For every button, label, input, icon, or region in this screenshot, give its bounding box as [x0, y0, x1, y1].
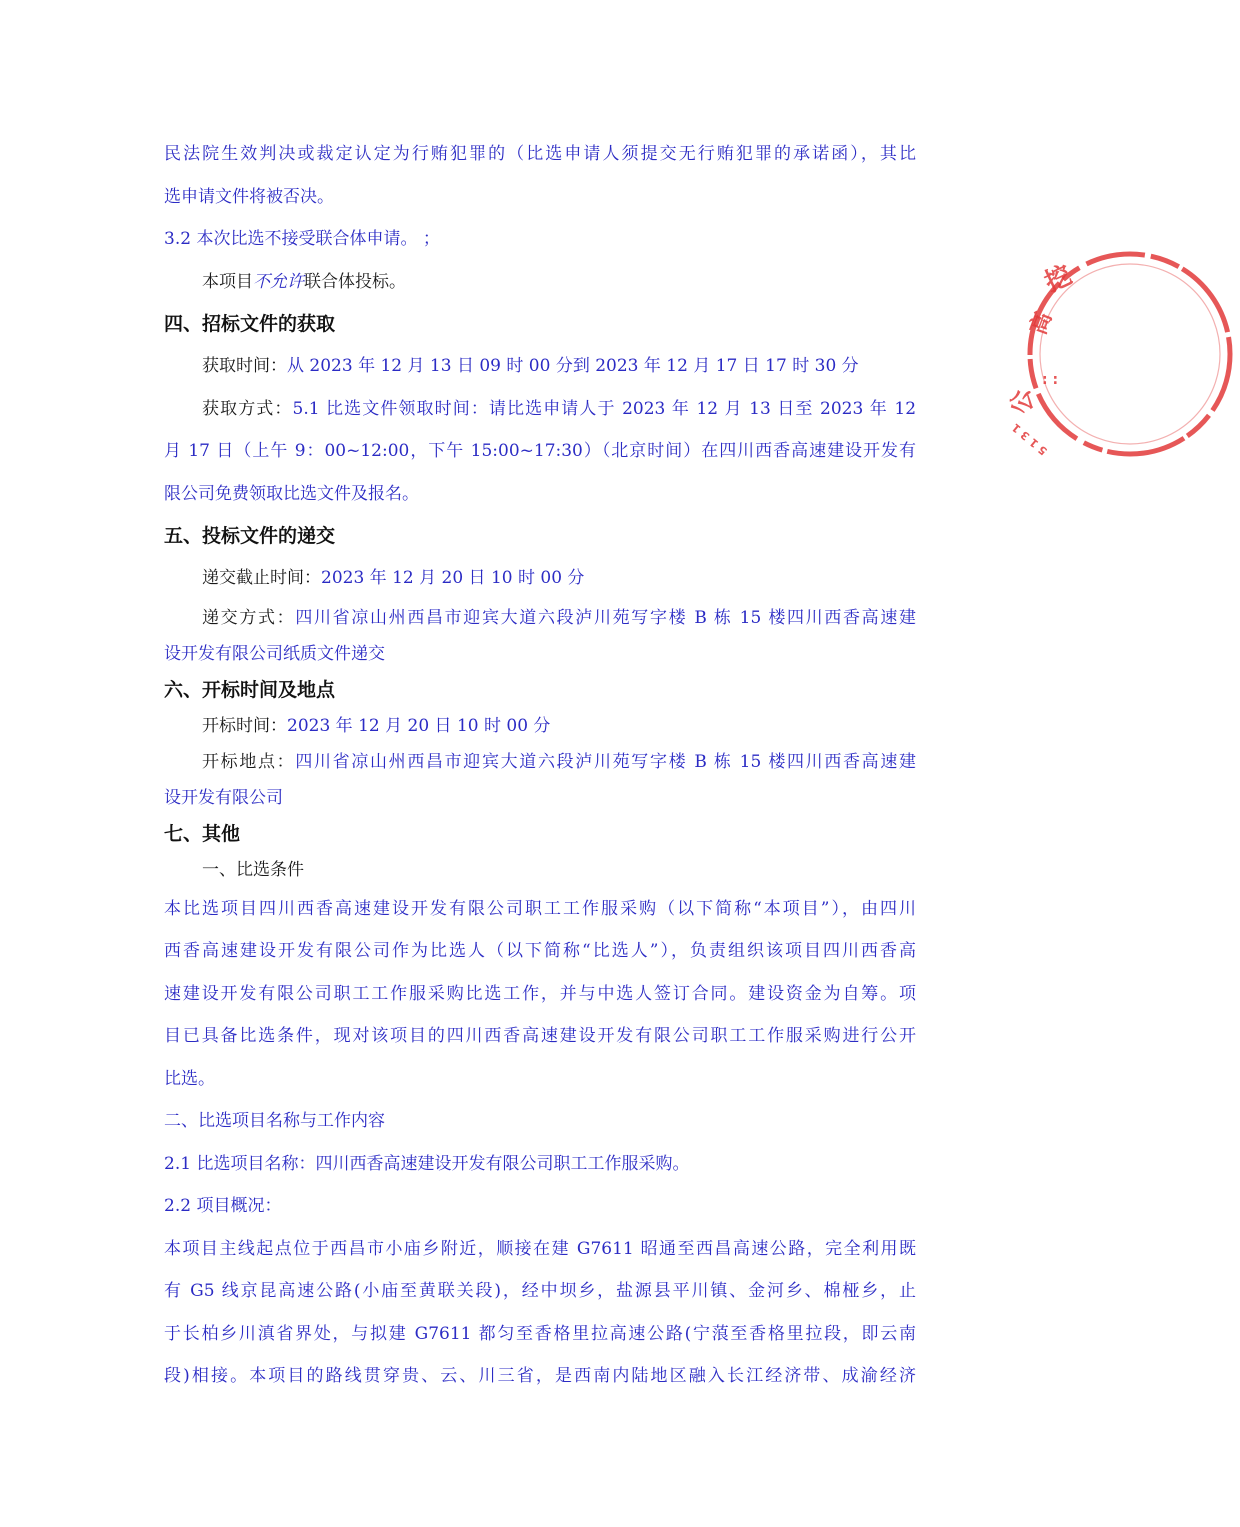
text-line: 比选。 [164, 1068, 215, 1089]
text-run: 获取方式： [202, 398, 293, 419]
text-run: 开标地点： [202, 751, 296, 772]
text-line [164, 744, 916, 780]
text-line: 设开发有限公司 [164, 787, 283, 808]
text-line: 2.1 比选项目名称：四川西香高速建设开发有限公司职工工作服采购。 [164, 1153, 690, 1174]
section-heading: 四、招标文件的获取 [164, 313, 336, 335]
text-line: 有 G5 线京昆高速公路(小庙至黄联关段)，经中坝乡，盐源县平川镇、金河乡、棉桠乡，止 [164, 1281, 916, 1301]
svg-text:高: 高 [1026, 308, 1058, 339]
text-line: 本项目主线起点位于西昌市小庙乡附近，顺接在建 G7611 昭通至西昌高速公路，完全利用既 [164, 1238, 916, 1259]
text-run: 四川省凉山州西昌市迎宾大道六段泸川苑写字楼 B 栋 15 楼四川西香高速建 [295, 751, 916, 772]
section-heading: 七、其他 [164, 822, 241, 845]
text-line: 二、比选项目名称与工作内容 [164, 1111, 385, 1131]
section-heading: 六、开标时间及地点 [164, 678, 336, 701]
section-heading: 五、投标文件的递交 [164, 525, 336, 547]
text-line [164, 261, 916, 304]
text-run: 获取时间： [202, 356, 287, 376]
svg-text:挖: 挖 [1040, 260, 1077, 299]
seal-stamp-icon [1006, 244, 1240, 466]
text-line: 设开发有限公司纸质文件递交 [164, 643, 385, 664]
text-line: 民法院生效判决或裁定认定为行贿犯罪的（比选申请人须提交无行贿犯罪的承诺函），其比 [164, 144, 916, 164]
text-run: 开标时间： [202, 715, 287, 736]
svg-text:5 1 3 1: 5 1 3 1 [1009, 420, 1050, 458]
text-line: 3.2 本次比选不接受联合体申请。 ； [164, 229, 440, 249]
text-run: 递交截止时间： [202, 568, 321, 588]
document-body [164, 133, 916, 1398]
text-line: 西香高速建设开发有限公司作为比选人（以下简称“比选人”），负责组织该项目四川西香高 [164, 941, 916, 961]
company-seal [1006, 244, 1140, 466]
text-line: 本比选项目四川西香高速建设开发有限公司职工工作服采购（以下简称“本项目”），由四川 [164, 898, 916, 919]
text-line: 段)相接。本项目的路线贯穿贵、云、川三省，是西南内陆地区融入长江经济带、成渝经济 [164, 1366, 916, 1386]
text-line: 2.2 项目概况： [164, 1196, 282, 1216]
svg-text:公: 公 [1006, 387, 1038, 416]
text-run: 2023 年 12 月 20 日 10 时 00 分 [321, 568, 585, 588]
text-run: 5.1 比选文件领取时间：请比选申请人于 2023 年 12 月 13 日至 2023 年 12 [292, 398, 917, 419]
text-line: 一、比选条件 [202, 859, 304, 880]
text-run: 四川省凉山州西昌市迎宾大道六段泸川苑写字楼 B 栋 15 楼四川西香高速建 [295, 607, 916, 628]
text-line: 选申请文件将被否决。 [164, 186, 334, 207]
text-line [164, 600, 916, 636]
text-run: 从 2023 年 12 月 13 日 09 时 00 分到 2023 年 12 月 17 日 17 时 30 分 [287, 356, 859, 376]
text-run: 本项目 [202, 271, 253, 292]
text-line [164, 345, 916, 388]
text-line: 限公司免费领取比选文件及报名。 [164, 483, 419, 504]
svg-text:: :: : : [1042, 372, 1059, 388]
text-line: 目已具备比选条件，现对该项目的四川西香高速建设开发有限公司职工工作服采购进行公开 [164, 1026, 916, 1046]
text-run: 递交方式： [202, 607, 296, 628]
text-line: 月 17 日（上午 9：00~12:00，下午 15:00~17:30）（北京时间）在四川西香高速建设开发有 [164, 441, 916, 461]
text-line [164, 557, 916, 600]
text-run: 不允许 [253, 271, 304, 292]
text-run: 2023 年 12 月 20 日 10 时 00 分 [287, 715, 551, 736]
text-line: 速建设开发有限公司职工工作服采购比选工作，并与中选人签订合同。建设资金为自筹。项 [164, 983, 916, 1004]
text-line [164, 708, 916, 744]
text-line: 于长柏乡川滇省界处，与拟建 G7611 都匀至香格里拉高速公路(宁蒗至香格里拉段，即云南 [164, 1323, 916, 1344]
text-run: 联合体投标。 [304, 271, 406, 292]
text-line [164, 388, 916, 431]
